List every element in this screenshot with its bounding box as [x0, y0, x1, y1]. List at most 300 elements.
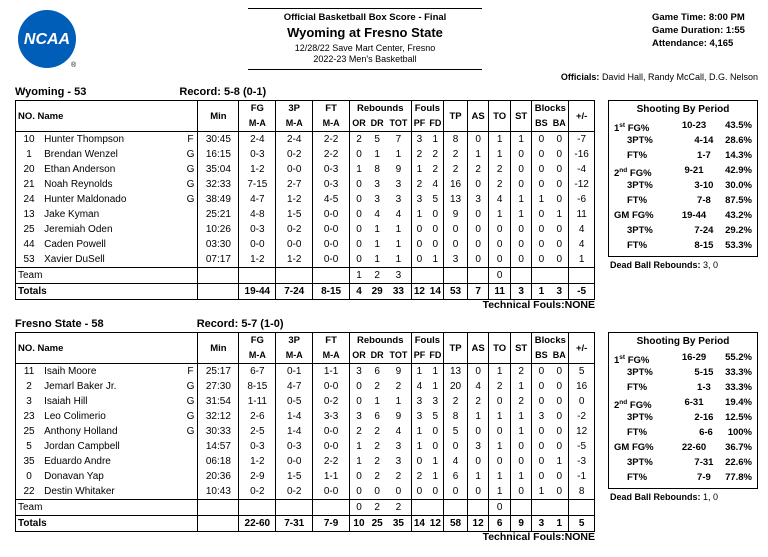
game-duration-label: Game Duration:: [652, 25, 724, 36]
col-header-or: OR: [350, 116, 368, 132]
cell-fg: 6-7: [239, 364, 276, 380]
cell-bs: 0: [532, 162, 550, 177]
player-name: Destin Whitaker: [44, 486, 115, 497]
cell-pm: 5: [569, 516, 595, 532]
cell-fd: 4: [432, 179, 439, 190]
cell-ft: 8-15: [313, 284, 350, 300]
cell-ba: 1: [556, 209, 563, 220]
cell-dr: 29: [368, 284, 386, 300]
cell-fg: 0-2: [239, 484, 276, 500]
cell-fg: 1-2: [239, 454, 276, 469]
cell-ft: 1-1: [313, 469, 350, 484]
cell-as: 0: [467, 222, 489, 237]
cell-pf: 4: [411, 379, 427, 394]
cell-as: 1: [467, 469, 489, 484]
cell-ba: 0: [556, 381, 563, 392]
cell-to: 1: [489, 469, 511, 484]
team-title-row: [15, 318, 284, 330]
cell-st: 1: [510, 409, 532, 424]
officials-names: David Hall, Randy McCall, D.G. Nelson: [601, 72, 758, 82]
cell-or: 0: [350, 222, 368, 237]
cell-pm: [569, 268, 595, 284]
cell-min: 30:45: [198, 132, 239, 148]
shooting-percentage: 28.6%: [725, 135, 752, 146]
cell-st: 9: [510, 516, 532, 532]
shooting-made-attempted: 6-6: [699, 427, 713, 438]
cell-as: 3: [467, 439, 489, 454]
col-header-pf: PF: [411, 116, 427, 132]
shooting-stat-label: GM FG%: [614, 210, 654, 221]
cell-pm: 1: [569, 252, 595, 268]
cell-fg: [239, 500, 276, 516]
cell-st: 0: [510, 454, 532, 469]
cell-pm: -12: [569, 177, 595, 192]
cell-fg: 0-0: [239, 237, 276, 252]
cell-ft: 0-0: [313, 207, 350, 222]
registered-mark: ®: [71, 62, 77, 69]
cell-or: 3: [350, 364, 368, 380]
shooting-percentage: 100%: [727, 427, 752, 438]
cell-as: 0: [467, 252, 489, 268]
cell-st: 0: [510, 162, 532, 177]
player-name: Leo Colimerio: [44, 411, 106, 422]
cell-pf: [411, 268, 427, 284]
cell-pm: 11: [569, 207, 595, 222]
cell-pf: 1: [411, 424, 427, 439]
cell-fd: 2: [432, 164, 439, 175]
col-header-rebounds: Rebounds: [350, 333, 411, 349]
cell-ft: 1-1: [313, 364, 350, 380]
cell-tot: 1: [395, 239, 402, 250]
cell-pm: 16: [569, 379, 595, 394]
cell-pf: 3: [411, 394, 427, 409]
cell-st: 1: [510, 192, 532, 207]
cell-p3: 0-5: [276, 394, 313, 409]
player-row: [16, 424, 595, 439]
cell-tp: 0: [444, 484, 468, 500]
player-number: 53: [23, 254, 35, 265]
shooting-row: [609, 163, 757, 178]
shooting-column: [608, 100, 758, 270]
cell-pf: 1: [411, 207, 427, 222]
player-position: G: [186, 179, 195, 190]
shooting-stat-label: FT%: [627, 240, 648, 251]
cell-or: 0: [350, 147, 368, 162]
shooting-stat-label: 3PT%: [627, 457, 653, 468]
cell-fg: 1-2: [239, 162, 276, 177]
cell-or: 0: [350, 484, 368, 500]
cell-bs: 1: [532, 284, 550, 300]
player-number: 13: [23, 209, 35, 220]
attendance-label: Attendance:: [652, 38, 707, 49]
shooting-title: Shooting By Period: [636, 104, 730, 115]
col-header-min: Min: [198, 333, 239, 364]
player-position: F: [184, 364, 198, 380]
cell-ba: 0: [556, 194, 563, 205]
player-position: F: [184, 132, 198, 148]
cell-ft: 7-9: [313, 516, 350, 532]
col-header-or: OR: [350, 348, 368, 364]
shooting-stat-label: 3PT%: [627, 225, 653, 236]
cell-bs: 0: [532, 454, 550, 469]
player-row: [16, 409, 595, 424]
cell-ft: [313, 500, 350, 516]
shooting-stat-label: 3PT%: [627, 180, 653, 191]
technical-fouls-label: Technical Fouls:: [482, 299, 565, 311]
cell-min: 32:12: [198, 409, 239, 424]
cell-dr: 3: [374, 179, 380, 190]
cell-ba: 3: [550, 284, 568, 300]
officials-line: [561, 72, 758, 82]
cell-tot: 33: [386, 284, 411, 300]
shooting-stat-label: GM FG%: [614, 442, 654, 453]
col-header-plus-minus: +/-: [569, 101, 595, 132]
cell-dr: 1: [374, 254, 380, 265]
cell-ft: 0-2: [313, 394, 350, 409]
cell-pf: 2: [411, 177, 427, 192]
cell-as: [467, 268, 489, 284]
player-position: [184, 469, 198, 484]
cell-tp: 13: [444, 192, 468, 207]
cell-fd: 12: [427, 516, 443, 532]
player-number: 25: [23, 224, 35, 235]
shooting-stat-label: 1st FG%: [614, 122, 650, 135]
cell-p3: 1-4: [276, 409, 313, 424]
cell-or: 0: [350, 394, 368, 409]
cell-as: [467, 500, 489, 516]
shooting-stat-label: FT%: [627, 195, 648, 206]
cell-dr: 6: [368, 364, 386, 380]
cell-pf: 0: [411, 454, 427, 469]
cell-ft: 0-0: [313, 439, 350, 454]
cell-ft: 0-0: [313, 379, 350, 394]
cell-p3: 7-24: [276, 284, 313, 300]
cell-tot: 1: [395, 149, 402, 160]
cell-bs: 0: [532, 237, 550, 252]
col-header-min: Min: [198, 101, 239, 132]
cell-bs: 0: [532, 222, 550, 237]
cell-fg: [239, 268, 276, 284]
cell-fg: 4-8: [239, 207, 276, 222]
shooting-percentage: 87.5%: [725, 195, 752, 206]
cell-tot: 2: [386, 500, 411, 516]
player-number: 44: [23, 239, 35, 250]
col-header-to: TO: [489, 101, 511, 132]
cell-tp: 13: [444, 364, 468, 380]
cell-ft: 0-0: [313, 484, 350, 500]
shooting-percentage: 43.2%: [725, 210, 752, 221]
cell-dr: 2: [374, 456, 380, 467]
cell-st: 1: [510, 469, 532, 484]
cell-dr: 8: [374, 164, 380, 175]
cell-fd: 0: [432, 239, 439, 250]
cell-to: 0: [489, 394, 511, 409]
cell-as: 3: [467, 192, 489, 207]
cell-pf: 12: [411, 284, 427, 300]
player-number: 11: [16, 364, 43, 380]
cell-pm: -3: [569, 454, 595, 469]
cell-tot: 1: [395, 224, 402, 235]
cell-p3: 0-3: [276, 439, 313, 454]
cell-pm: -4: [569, 162, 595, 177]
cell-st: 0: [510, 147, 532, 162]
ncaa-logo-icon: [14, 8, 80, 72]
cell-to: 1: [489, 132, 511, 148]
cell-tp: 0: [444, 237, 468, 252]
col-header-as: AS: [467, 333, 489, 364]
cell-fg: 0-3: [239, 439, 276, 454]
cell-or: 0: [350, 207, 368, 222]
cell-ba: 0: [556, 471, 563, 482]
cell-pf: 1: [411, 162, 427, 177]
technical-fouls-line: [15, 531, 595, 543]
cell-pm: 0: [569, 394, 595, 409]
cell-tp: 2: [444, 162, 468, 177]
cell-st: 2: [510, 394, 532, 409]
shooting-made-attempted: 2-16: [694, 412, 714, 423]
cell-tp: 4: [444, 454, 468, 469]
team-title: Wyoming - 53: [15, 86, 87, 98]
cell-dr: 4: [374, 209, 380, 220]
col-header-ft: FT: [313, 101, 350, 117]
shooting-made-attempted: 9-21: [684, 165, 704, 176]
dead-ball-rebounds: [608, 492, 758, 502]
totals-row: [16, 284, 595, 300]
cell-fd: 1: [432, 471, 439, 482]
cell-dr: 6: [374, 411, 380, 422]
cell-to: 1: [489, 409, 511, 424]
cell-pf: 2: [411, 469, 427, 484]
cell-p3: 2-4: [276, 132, 313, 148]
cell-min: 25:17: [198, 364, 239, 380]
shooting-row: [609, 455, 757, 470]
cell-ft: 2-2: [313, 147, 350, 162]
player-row: [16, 469, 595, 484]
cell-st: 0: [510, 222, 532, 237]
cell-to: 2: [489, 162, 511, 177]
cell-or: 1: [350, 454, 368, 469]
cell-p3: 1-2: [276, 252, 313, 268]
row-label: Team: [16, 500, 198, 516]
cell-tp: 8: [444, 132, 468, 148]
player-position: G: [186, 149, 195, 160]
cell-to: 0: [489, 222, 511, 237]
col-header-ft-ma: M-A: [313, 348, 350, 364]
player-position: [184, 484, 198, 500]
shooting-percentage: 33.3%: [725, 367, 752, 378]
cell-fg: 0-3: [239, 147, 276, 162]
dead-ball-label: Dead Ball Rebounds:: [610, 492, 701, 502]
shooting-row: [609, 365, 757, 380]
row-label: Team: [16, 268, 198, 284]
shooting-stat-label: 2nd FG%: [614, 167, 652, 180]
record-label: Record:: [196, 318, 239, 330]
player-row: [16, 162, 595, 177]
col-header-no-name: NO. Name: [18, 110, 64, 122]
season-line: 2022-23 Men's Basketball: [313, 54, 417, 64]
cell-ba: 1: [550, 516, 568, 532]
cell-min: 30:33: [198, 424, 239, 439]
shooting-stat-label: 3PT%: [627, 135, 653, 146]
cell-fg: 1-2: [239, 252, 276, 268]
player-name: Jeremiah Oden: [44, 224, 113, 235]
player-row: [16, 192, 595, 207]
cell-fd: 0: [432, 441, 439, 452]
cell-min: 14:57: [198, 439, 239, 454]
player-name: Isaiah Hill: [44, 396, 88, 407]
ncaa-logo: [14, 8, 80, 72]
player-row: [16, 207, 595, 222]
shooting-made-attempted: 4-14: [694, 135, 714, 146]
player-name: Xavier DuSell: [44, 254, 105, 265]
cell-tp: 16: [444, 177, 468, 192]
cell-pf: 0: [411, 237, 427, 252]
cell-p3: 0-0: [276, 454, 313, 469]
cell-min: 03:30: [198, 237, 239, 252]
cell-p3: 7-31: [276, 516, 313, 532]
cell-tot: 1: [395, 254, 402, 265]
shooting-row: [609, 238, 757, 253]
cell-min: 35:04: [198, 162, 239, 177]
shooting-made-attempted: 16-29: [681, 352, 707, 363]
cell-st: 0: [510, 439, 532, 454]
cell-ft: 2-2: [313, 454, 350, 469]
cell-st: 1: [510, 132, 532, 148]
col-header-ba: BA: [552, 350, 566, 360]
cell-to: 2: [489, 379, 511, 394]
cell-ba: 0: [556, 179, 563, 190]
cell-p3: 0-0: [276, 237, 313, 252]
game-time: [652, 12, 745, 23]
shooting-made-attempted: 7-8: [697, 195, 711, 206]
col-header-as: AS: [467, 101, 489, 132]
cell-min: 38:49: [198, 192, 239, 207]
col-header-to: TO: [489, 333, 511, 364]
cell-fd: 0: [432, 209, 439, 220]
cell-tp: 2: [444, 147, 468, 162]
cell-bs: 0: [532, 132, 550, 148]
shooting-by-period-box: [608, 100, 758, 257]
cell-to: 4: [489, 192, 511, 207]
cell-ba: 0: [550, 364, 568, 380]
shooting-made-attempted: 1-3: [697, 382, 711, 393]
player-name: Jemarl Baker Jr.: [44, 381, 117, 392]
cell-or: 1: [350, 439, 368, 454]
shooting-percentage: 12.5%: [725, 412, 752, 423]
cell-pf: 1: [411, 364, 427, 380]
player-number: 25: [23, 426, 35, 437]
col-header-ft: FT: [313, 333, 350, 349]
cell-min: 20:36: [198, 469, 239, 484]
technical-fouls-label: Technical Fouls:: [482, 531, 565, 543]
player-position: G: [186, 164, 195, 175]
col-header-3p-ma: M-A: [276, 116, 313, 132]
col-header-st: ST: [510, 333, 532, 364]
shooting-made-attempted: 19-44: [681, 210, 707, 221]
cell-to: 0: [489, 454, 511, 469]
cell-tot: 9: [395, 411, 402, 422]
cell-pm: -7: [569, 132, 595, 148]
cell-bs: 0: [532, 177, 550, 192]
cell-ba: 0: [556, 486, 563, 497]
cell-fg: 4-7: [239, 192, 276, 207]
cell-or: 2: [350, 132, 368, 148]
player-name: Donavan Yap: [44, 471, 104, 482]
player-name: Jordan Campbell: [44, 441, 120, 452]
cell-bs: 0: [532, 147, 550, 162]
cell-to: 1: [489, 364, 511, 380]
cell-ba: 0: [556, 254, 563, 265]
cell-or: 0: [350, 252, 368, 268]
col-header-tot: TOT: [389, 350, 408, 360]
cell-as: 0: [467, 207, 489, 222]
cell-fg: 2-6: [239, 409, 276, 424]
cell-or: 3: [350, 409, 368, 424]
attendance-value: 4,165: [709, 38, 734, 49]
player-number: 22: [23, 486, 35, 497]
game-duration-value: 1:55: [725, 25, 745, 36]
cell-tp: 20: [444, 379, 468, 394]
cell-to: 2: [489, 177, 511, 192]
cell-st: 0: [510, 237, 532, 252]
cell-min: 10:26: [198, 222, 239, 237]
cell-tot: 0: [395, 486, 402, 497]
cell-or: 0: [350, 177, 368, 192]
shooting-row: [609, 223, 757, 238]
cell-to: 0: [489, 500, 511, 516]
cell-pm: -16: [569, 147, 595, 162]
cell-dr: 2: [368, 500, 386, 516]
col-header-3p: 3P: [276, 101, 313, 117]
cell-or: 0: [350, 192, 368, 207]
cell-dr: 3: [374, 194, 380, 205]
cell-ba: 0: [556, 426, 563, 437]
shooting-made-attempted: 1-7: [697, 150, 711, 161]
player-number: 1: [26, 149, 32, 160]
cell-bs: 0: [532, 364, 550, 380]
game-duration: [652, 25, 745, 36]
cell-min: 32:33: [198, 177, 239, 192]
cell-pm: 4: [569, 222, 595, 237]
cell-bs: 1: [532, 192, 550, 207]
cell-as: 0: [467, 177, 489, 192]
col-header-st: ST: [510, 101, 532, 132]
cell-as: 1: [467, 147, 489, 162]
player-row: [16, 439, 595, 454]
cell-fd: 14: [427, 284, 443, 300]
col-header-ba: BA: [552, 118, 566, 128]
cell-fg: 2-5: [239, 424, 276, 439]
cell-ft: 0-0: [313, 222, 350, 237]
cell-min: 16:15: [198, 147, 239, 162]
col-header-3p: 3P: [276, 333, 313, 349]
cell-st: 1: [510, 207, 532, 222]
player-position: [184, 454, 198, 469]
player-number: 0: [26, 471, 32, 482]
col-header-bs: BS: [532, 116, 550, 132]
player-position: [184, 222, 198, 237]
cell-to: 0: [489, 252, 511, 268]
cell-fd: 1: [432, 381, 439, 392]
col-header-blocks: Blocks: [532, 333, 569, 349]
player-number: 23: [23, 411, 35, 422]
cell-to: 0: [489, 424, 511, 439]
player-number: 35: [23, 456, 35, 467]
cell-ft: 0-0: [313, 424, 350, 439]
shooting-percentage: 77.8%: [725, 472, 752, 483]
cell-tp: 53: [444, 284, 468, 300]
row-label: Totals: [16, 284, 198, 300]
